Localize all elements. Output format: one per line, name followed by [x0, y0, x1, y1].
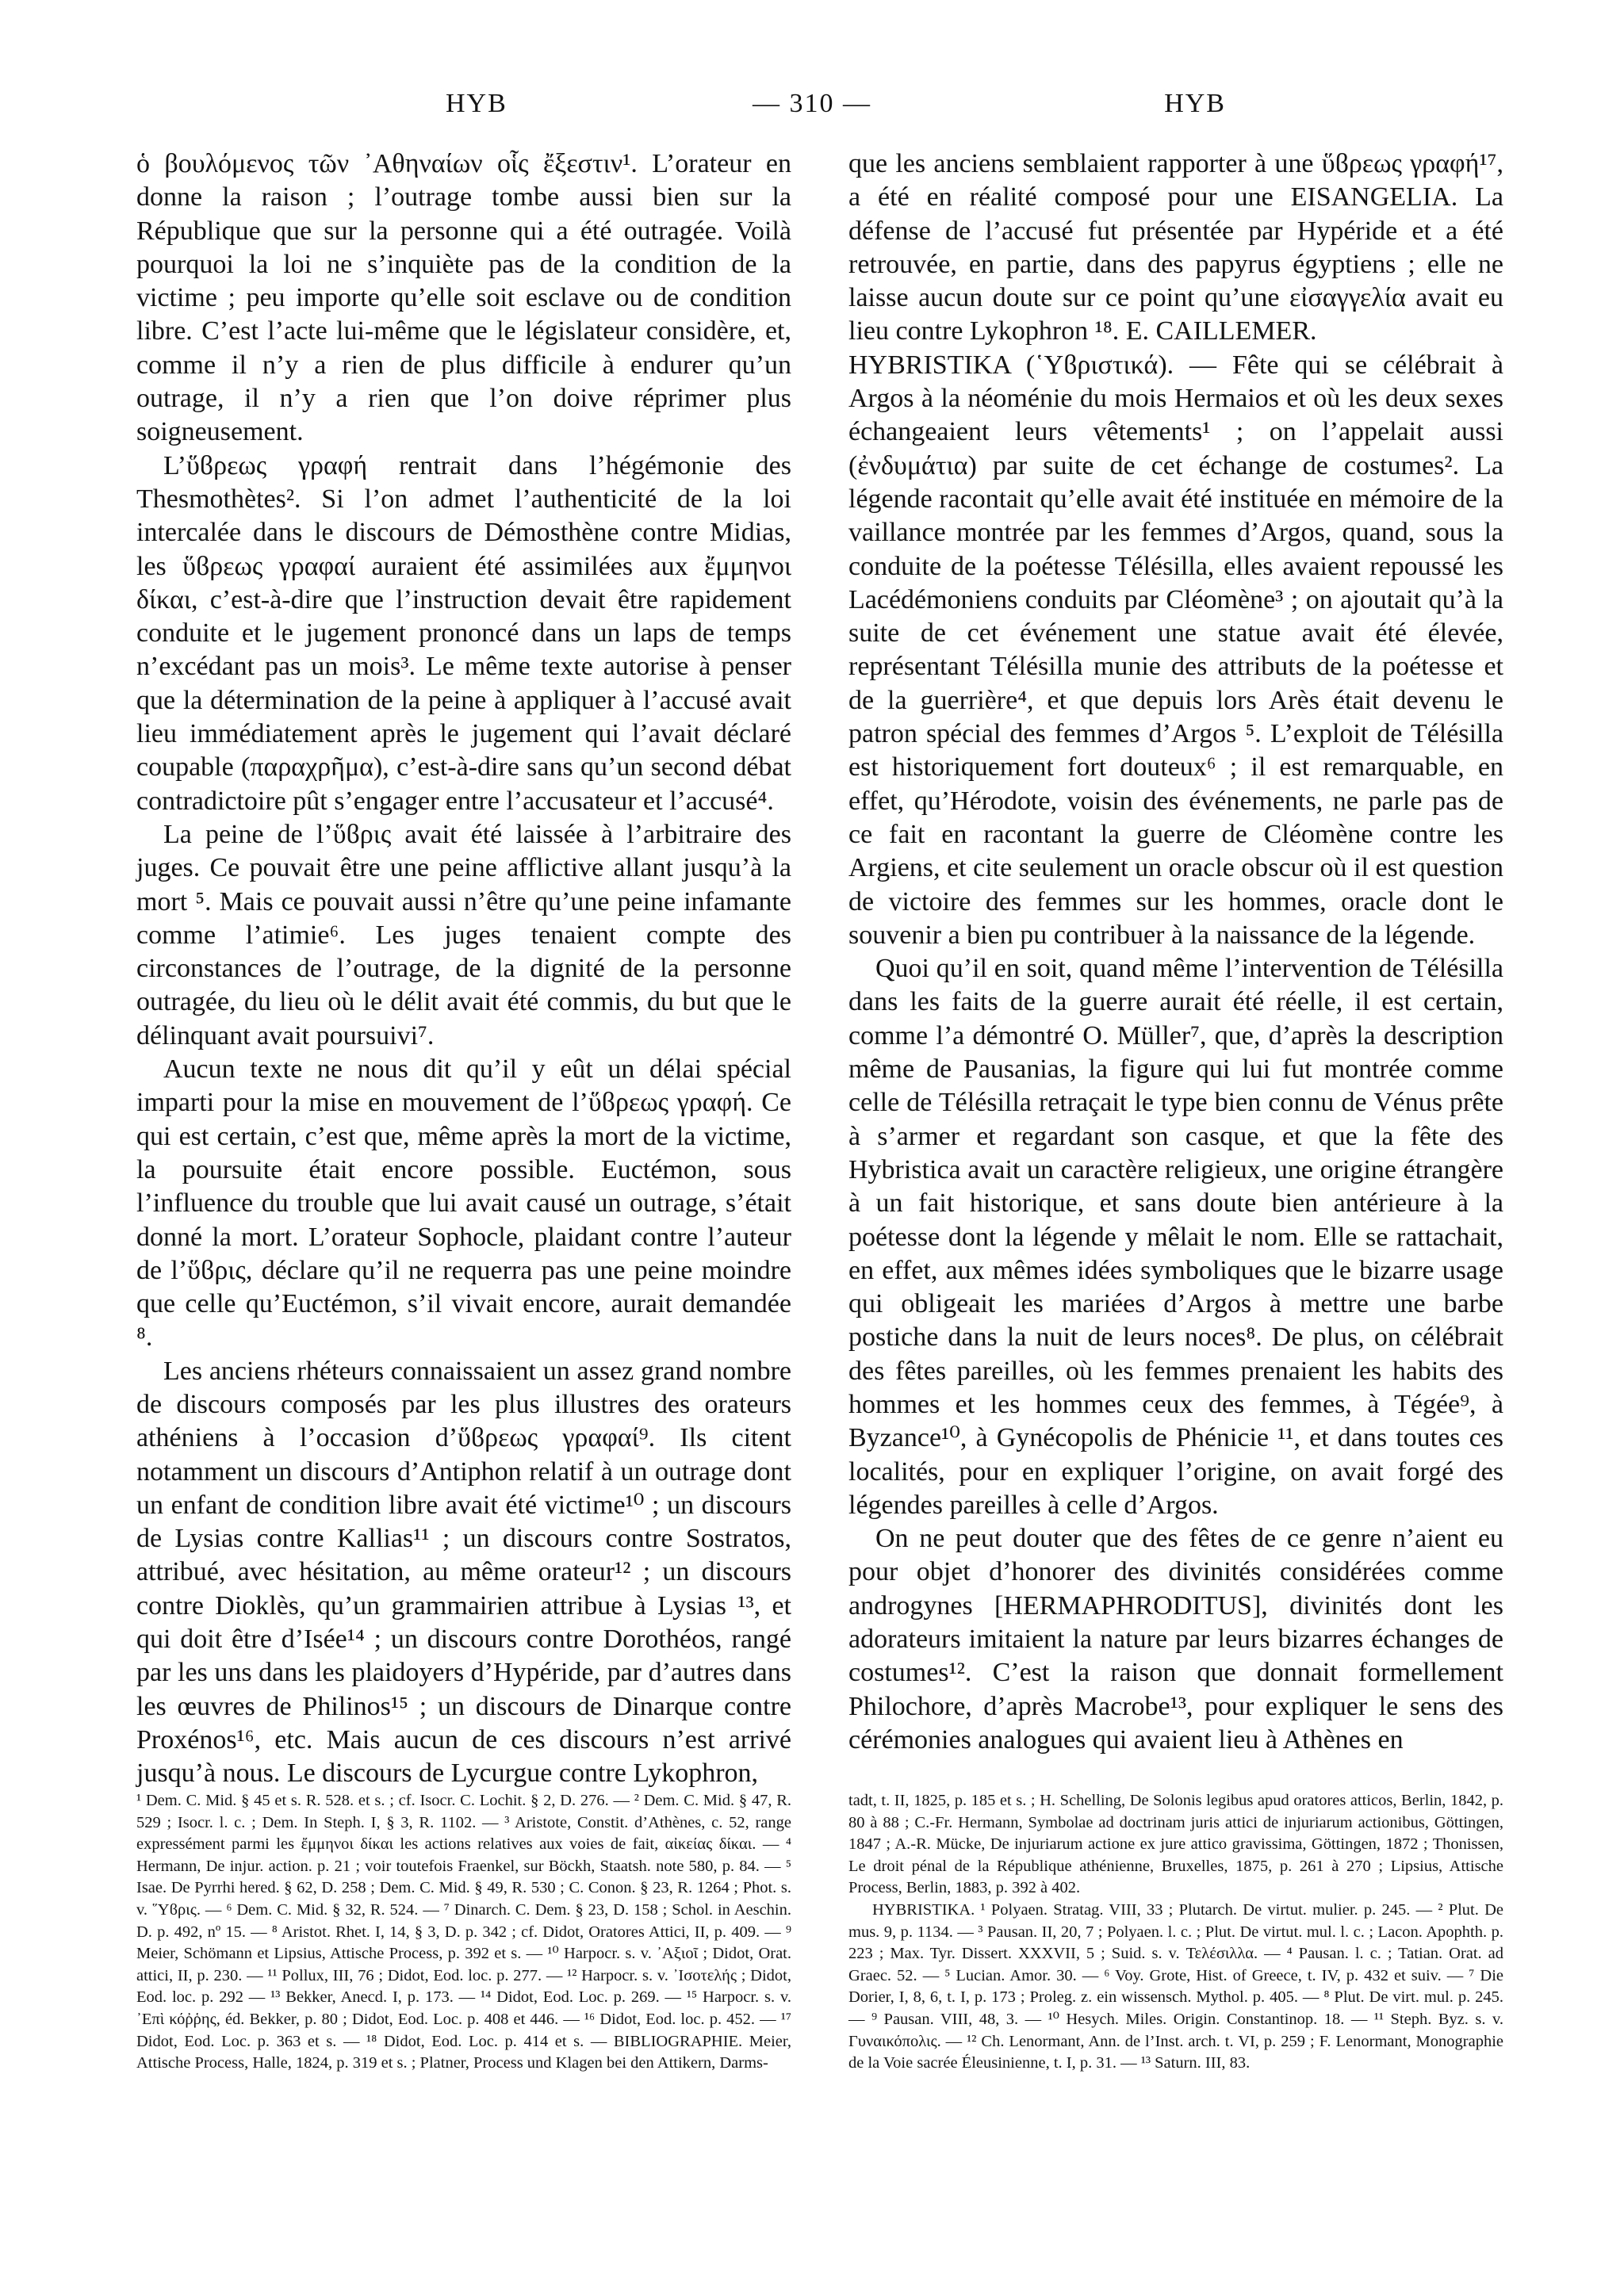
paragraph: L’ὕϐρεως γραφή rentrait dans l’hégémonie des Thesmothètes². Si l’on admet l’authenticité de la loi intercalée dans le discours de Démosthène contre Midias, les ὕϐρεως γραφαί auraient été assimilées aux ἔμμηνοι δίκαι, c’est-à-dire que l’instruction devait être rapidement conduite et le jugement prononcé dans un laps de temps n’excédant pas un mois³. Le même texte autorise à penser que la détermination de la peine à appliquer à l’accusé avait lieu immédiatement après le jugement qui l’avait déclaré coupable (παραχρῆμα), c’est-à-dire sans qu’un second débat contradictoire pût s’engager entre l’accusateur et l’accusé⁴. — [136, 450, 791, 816]
header-right: HYB — [1164, 89, 1226, 118]
page-number: — 310 — — [753, 89, 871, 118]
paragraph: Les anciens rhéteurs connaissaient un assez grand nombre de discours composés par les plus illustres des orateurs athéniens à l’occasion d’ὕϐρεως γραφαί⁹. Ils citent notamment un discours d’Antiphon relatif à un outrage dont un enfant de condition libre avait été victime¹⁰ ; un discours de Lysias contre Kallias¹¹ ; un discours contre Sostratos, attribué, avec hésitation, au même orateur¹² ; un discours contre Dioklès, qu’un grammairien attribue à Lysias ¹³, et qui doit être d’Isée¹⁴ ; un discours contre Dorothéos, rangé par les uns dans les plaidoyers d’Hypéride, par d’autres dans les œuvres de Philinos¹⁵ ; un discours de Dinarque contre Proxénos¹⁶, etc. Mais aucun de ces discours n’est arrivé jusqu’à nous. Le discours de Lycurgue contre Lykophron, — [136, 1356, 791, 1789]
paragraph: La peine de l’ὕϐρις avait été laissée à l’arbitraire des juges. Ce pouvait être une peine afflictive allant jusqu’à la mort ⁵. Mais ce pouvait aussi n’être qu’une peine infamante comme l’atimie⁶. Les juges tenaient compte des circonstances de l’outrage, de la dignité de la personne outragée, du lieu où le délit avait été commis, du but que le délinquant avait poursuivi⁷. — [136, 819, 791, 1050]
footnote-block: HYBRISTIKA. ¹ Polyaen. Stratag. VIII, 33 ; Plutarch. De virtut. mulier. p. 245. — ² Plut. De mus. 9, p. 1134. — ³ Pausan. II, 20, 7 ; Polyaen. l. c. ; Plut. De virtut. mul. l. c. ; Lacon. Apophth. p. 223 ; Max. Tyr. Dissert. XXXVII, 5 ; Suid. s. v. Τελέσιλλα. — ⁴ Pausan. l. c. ; Tatian. Orat. ad Graec. 52. — ⁵ Lucian. Amor. 30. — ⁶ Voy. Grote, Hist. of Greece, t. IV, p. 432 et suiv. — ⁷ Die Dorier, I, 8, 6, t. I, p. 173 ; Proleg. z. ein wissensch. Mythol. p. 405. — ⁸ Plut. De virt. mul. p. 245. — ⁹ Pausan. VIII, 48, 3. — ¹⁰ Hesych. Miles. Origin. Constantinop. 18. — ¹¹ Steph. Byz. s. v. Γυναικόπολις. — ¹² Ch. Lenormant, Ann. de l’Inst. arch. t. VI, p. 259 ; F. Lenormant, Monographie de la Voie sacrée Éleusinienne, t. I, p. 31. — ¹³ Saturn. III, 83. — [848, 1900, 1503, 2072]
right-column — [848, 147, 1503, 1757]
paragraph: ὁ βουλόμενος τῶν ᾿Αθηναίων οἷς ἔξεστιν¹. L’orateur en donne la raison ; l’outrage tombe aussi bien sur la République que sur la personne qui a été outragée. Voilà pourquoi la loi ne s’inquiète pas de la condition de la victime ; peu importe qu’elle soit esclave ou de condition libre. C’est l’acte lui-même que le législateur considère, et, comme il n’y a rien de plus difficile à endurer qu’un outrage, il n’y a rien que l’on doive réprimer plus soigneusement. — [136, 149, 791, 447]
running-header — [136, 89, 1488, 133]
header-left: HYB — [446, 89, 508, 118]
article-hybristika: HYBRISTIKA (῾Υϐριστικά). — Fête qui se célébrait à Argos à la néoménie du mois Hermaios et où les deux sexes échangeaient leurs vêtements¹ ; on l’appelait aussi (ἐνδυμάτια) par suite de cet échange de costumes². La légende racontait qu’elle avait été instituée en mémoire de la vaillance montrée par les femmes d’Argos, quand, sous la conduite de la poétesse Télésilla, elles avaient repoussé les Lacédémoniens conduits par Cléomène³ ; on ajoutait qu’à la suite de cet événement une statue avait été élevée, représentant Télésilla munie des attributs de la poétesse et de la guerrière⁴, et que depuis lors Arès était devenu le patron spécial des femmes d’Argos ⁵. L’exploit de Télésilla est historiquement fort douteux⁶ ; il est remarquable, en effet, qu’Hérodote, voisin des événements, ne parle pas de ce fait en racontant la guerre de Cléomène contre les Argiens, et cite seulement un oracle obscur où il est question de victoire des femmes sur les hommes, oracle dont le souvenir a bien pu contribuer à la naissance de la légende. — [848, 350, 1504, 950]
paragraph: On ne peut douter que des fêtes de ce genre n’aient eu pour objet d’honorer des divinités considérées comme androgynes [HERMAPHRODITUS], divinités dont les adorateurs imitaient la nature par leurs bizarres échanges de costumes¹². C’est la raison que donnait formellement Philochore, d’après Macrobe¹³, pour expliquer le sens des cérémonies analogues qui avaient lieu à Athènes en — [848, 1524, 1503, 1755]
paragraph: Quoi qu’il en soit, quand même l’intervention de Télésilla dans les faits de la guerre aurait été réelle, il est certain, comme l’a démontré O. Müller⁷, que, d’après la description même de Pausanias, la figure qui lui fut montrée comme celle de Télésilla retraçait le type bien connu de Vénus prête à s’armer et regardant son casque, et que la fête des Hybristica avait un caractère religieux, une origine étrangère à un fait historique, et sans doute bien antérieure à la poétesse dont la légende y mêlait le nom. Elle se rattachait, en effet, aux mêmes idées symboliques que le bizarre usage qui obligeait les mariées d’Argos à mettre une barbe postiche dans la nuit de leurs noces⁸. De plus, on célébrait des fêtes pareilles, où les femmes prenaient les habits des hommes et les hommes ceux des femmes, à Tégée⁹, à Byzance¹⁰, à Gynécopolis de Phénicie ¹¹, et dans toutes ces localités, pour en expliquer l’origine, on avait forgé des légendes pareilles à celle d’Argos. — [848, 954, 1503, 1520]
footnote-block: tadt, t. II, 1825, p. 185 et s. ; H. Schelling, De Solonis legibus apud oratores atticos, Berlin, 1842, p. 80 à 88 ; C.-Fr. Hermann, Symbolae ad doctrinam juris attici de injuriarum actionibus, Göttingen, 1847 ; A.-R. Mücke, De injuriarum actione ex jure attico gravissima, Göttingen, 1872 ; Thonissen, Le droit pénal de la République athénienne, Bruxelles, 1875, p. 261 à 270 ; Lipsius, Attische Process, Berlin, 1883, p. 392 à 402. — [848, 1792, 1503, 1897]
footnotes-left — [136, 1790, 791, 2075]
footnotes-right — [848, 1790, 1503, 2075]
left-column — [136, 147, 791, 1791]
paragraph: Aucun texte ne nous dit qu’il y eût un délai spécial imparti pour la mise en mouvement de l’ὕϐρεως γραφή. Ce qui est certain, c’est que, même après la mort de la victime, la poursuite était encore possible. Euctémon, sous l’influence du trouble que lui avait causé un outrage, s’était donné la mort. L’orateur Sophocle, plaidant contre l’auteur de l’ὕϐρις, déclare qu’il ne requerra pas une peine moindre que celle qu’Euctémon, s’il vivait encore, aurait demandée ⁸. — [136, 1054, 791, 1353]
footnote-block: ¹ Dem. C. Mid. § 45 et s. R. 528. et s. ; cf. Isocr. C. Lochit. § 2, D. 276. — ² Dem. C. Mid. § 47, R. 529 ; Isocr. l. c. ; Dem. In Steph. I, § 3, R. 1102. — ³ Aristote, Constit. d’Athènes, c. 52, range expressément parmi les ἔμμηνοι δίκαι les actions relatives aux voies de fait, αἰκείας δίκαι. — ⁴ Hermann, De injur. action. p. 21 ; voir toutefois Fraenkel, sur Böckh, Staatsh. note 580, p. 84. — ⁵ Isae. De Pyrrhi hered. § 62, D. 258 ; Dem. C. Mid. § 49, R. 530 ; C. Conon. § 23, R. 1264 ; Phot. s. v. ῞Υϐρις. — ⁶ Dem. C. Mid. § 32, R. 524. — ⁷ Dinarch. C. Dem. § 23, D. 158 ; Schol. in Aeschin. D. p. 492, nº 15. — ⁸ Aristot. Rhet. I, 14, § 3, D. p. 342 ; cf. Didot, Oratores Attici, II, p. 409. — ⁹ Meier, Schömann et Lipsius, Attische Process, p. 392 et s. — ¹⁰ Harpocr. s. v. ᾿Αξιοῖ ; Didot, Orat. attici, II, p. 230. — ¹¹ Pollux, III, 76 ; Didot, Eod. loc. p. 277. — ¹² Harpocr. s. v. ᾿Ισοτελής ; Didot, Eod. loc. p. 292 — ¹³ Bekker, Anecd. I, p. 173. — ¹⁴ Didot, Eod. Loc. p. 269. — ¹⁵ Harpocr. s. v. ᾿Επὶ κόῤῥης, éd. Bekker, p. 80 ; Didot, Eod. Loc. p. 408 et 446. — ¹⁶ Didot, Eod. loc. p. 452. — ¹⁷ Didot, Eod. Loc. p. 363 et s. — ¹⁸ Didot, Eod. Loc. p. 414 et s. — BIBLIOGRAPHIE. Meier, Attische Process, Halle, 1824, p. 319 et s. ; Platner, Process und Klagen bei den Attikern, Darms- — [136, 1792, 791, 2072]
paragraph: que les anciens semblaient rapporter à une ὕϐρεως γραφή¹⁷, a été en réalité composé pour une EISANGELIA. La défense de l’accusé fut présentée par Hypéride et a été retrouvée, en partie, dans des papyrus égyptiens ; elle ne laisse aucun doute sur ce point qu’une εἰσαγγελία avait eu lieu contre Lykophron ¹⁸. E. CAILLEMER. — [848, 149, 1503, 346]
